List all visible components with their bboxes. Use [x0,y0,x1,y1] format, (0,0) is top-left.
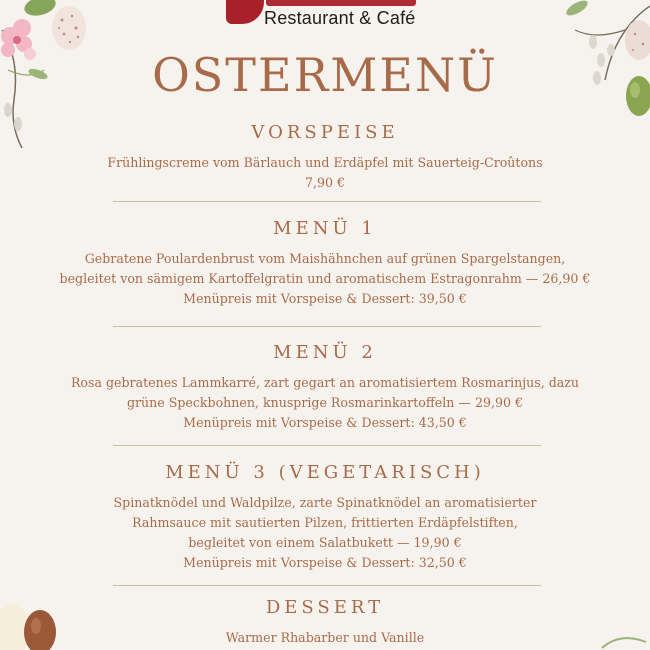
divider [113,585,541,586]
divider [113,201,541,202]
easter-egg-icon [50,4,90,54]
page-title: OSTERMENÜ [152,48,498,102]
dish-description: Rosa gebratenes Lammkarré, zart gegart an aromatisiertem Rosmarinjus, dazu [70,375,580,390]
section-dessert [0,597,650,648]
dish-description: begleitet von sämigem Kartoffelgratin und aromatischem Estragonrahm — 26,90 € [59,271,591,286]
dish-description: Frühlingscreme vom Bärlauch und Erdäpfel mit Sauerteig-Croûtons [107,155,543,170]
section-title: DESSERT [265,597,385,618]
section-title: MENÜ 3 (VEGETARISCH) [165,462,485,483]
menu-price: Menüpreis mit Vorspeise & Dessert: 43,50 € [183,415,467,430]
section-menu-2 [0,342,650,433]
dish-description: begleitet von einem Salatbukett — 19,90 € [188,535,462,550]
logo-wordmark [266,0,416,6]
divider [113,445,541,446]
logo-tagline: Restaurant & Café [264,8,416,28]
dish-description: Rahmsauce mit sautierten Pilzen, frittierten Erdäpfelstiften, [132,515,518,530]
dish-description: Spinatknödel und Waldpilze, zarte Spinatknödel an aromatisierter [113,495,537,510]
section-title: VORSPEISE [251,122,399,143]
section-title: MENÜ 2 [273,342,377,363]
dish-description: grüne Speckbohnen, knusprige Rosmarinkartoffeln — 29,90 € [126,395,524,410]
logo-icon [226,0,264,24]
menu-price: Menüpreis mit Vorspeise & Dessert: 32,50 € [183,555,467,570]
divider [113,326,541,327]
section-vorspeise [0,122,650,193]
dish-description: Gebratene Poulardenbrust vom Maishähnchen auf grünen Spargelstangen, [84,251,566,266]
dish-description: Warmer Rhabarber und Vanille [225,630,425,645]
section-title: MENÜ 1 [273,218,377,239]
section-menu-3 [0,462,650,573]
menu-price: Menüpreis mit Vorspeise & Dessert: 39,50 € [183,291,467,306]
dish-price: 7,90 € [304,175,346,190]
section-menu-1 [0,218,650,309]
